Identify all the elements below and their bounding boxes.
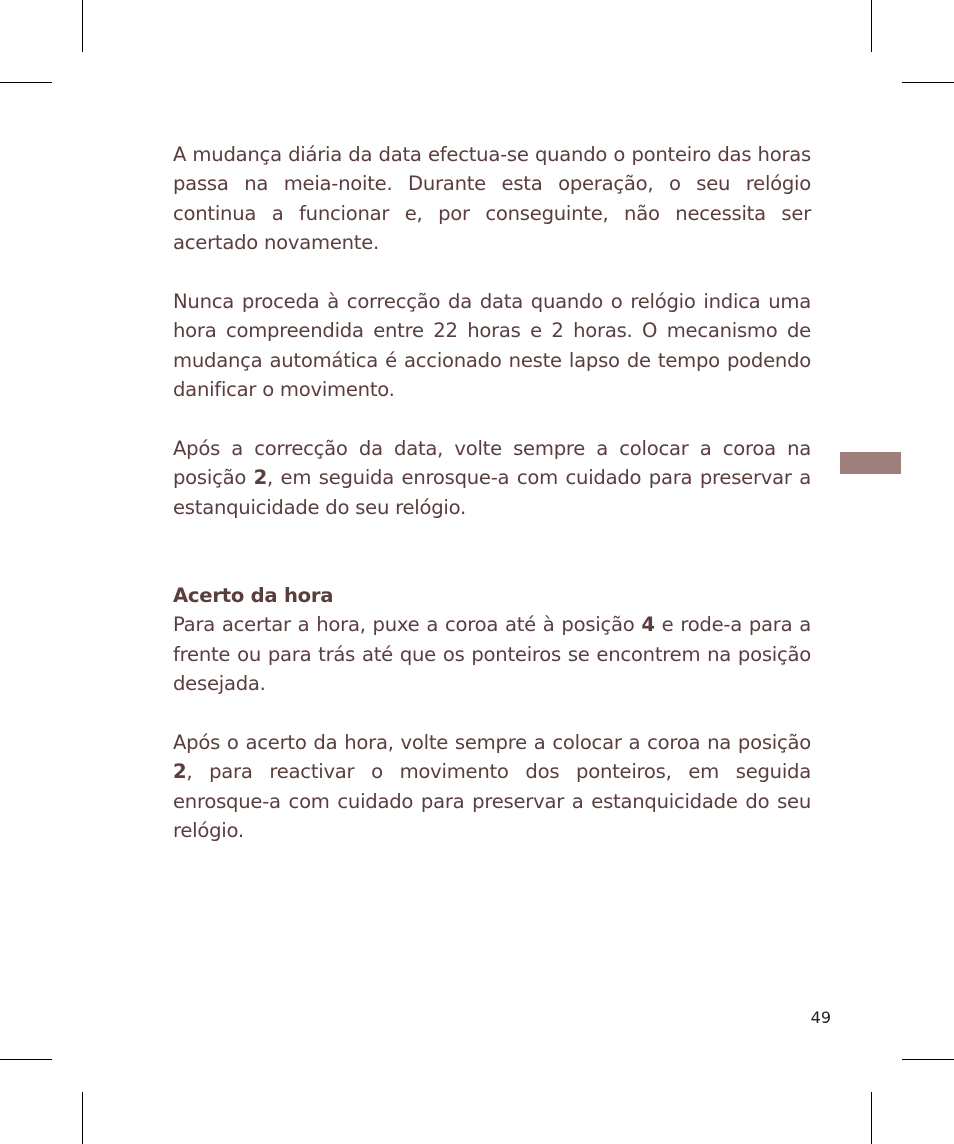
text-run: Após a correcção da data, volte sempre a colocar a coroa na posição: [173, 437, 811, 490]
crop-mark-top-left-horizontal: [0, 82, 52, 83]
crop-mark-top-left-vertical: [82, 0, 83, 52]
text-run: , em seguida enrosque-a com cuidado para preservar a estanquicidade do seu relógio.: [173, 466, 811, 519]
paragraph-spacer: [173, 405, 811, 434]
text-run: Após o acerto da hora, volte sempre a colocar a coroa na posição: [173, 731, 811, 755]
paragraph-date-change: A mudança diária da data efectua-se quando o ponteiro das horas passa na meia-noite. Durante esta operação, o seu relógio continua a funcionar e, por conseguinte, não necessita ser acertado novamente.: [173, 143, 811, 255]
crop-mark-top-right-vertical: [871, 0, 872, 52]
crop-mark-bottom-right-horizontal: [902, 1059, 954, 1060]
paragraph-time-setting: [173, 610, 811, 698]
paragraph-spacer: [173, 258, 811, 287]
crop-mark-bottom-right-vertical: [871, 1092, 872, 1144]
text-run: e rode-a para a frente ou para trás até que os ponteiros se encontrem na posição desejada.: [173, 613, 811, 696]
paragraph-spacer: [173, 699, 811, 728]
section-tab-marker: [840, 452, 901, 474]
crop-mark-top-right-horizontal: [902, 82, 954, 83]
crop-mark-bottom-left-horizontal: [0, 1059, 52, 1060]
paragraph-time-crown-reset: [173, 728, 811, 846]
paragraph-date-warning: Nunca proceda à correcção da data quando o relógio indica uma hora compreendida entre 22 horas e 2 horas. O mecanismo de mudança automática é accionado neste lapso de tempo podendo danificar o movimento.: [173, 290, 811, 402]
crown-position-number: 4: [641, 613, 655, 637]
crown-position-number: 2: [173, 760, 187, 784]
text-run: , para reactivar o movimento dos ponteiros, em seguida enrosque-a com cuidado para preservar a estanquicidade do seu relógio.: [173, 760, 811, 843]
text-run: Para acertar a hora, puxe a coroa até à posição: [173, 613, 642, 637]
section-spacer: [173, 522, 811, 581]
section-heading-time-setting: Acerto da hora: [173, 584, 334, 608]
crop-mark-bottom-left-vertical: [82, 1092, 83, 1144]
crown-position-number: 2: [253, 466, 268, 490]
page-number: 49: [810, 1008, 831, 1027]
page-body: [173, 140, 811, 846]
paragraph-date-crown-reset: [173, 434, 811, 522]
